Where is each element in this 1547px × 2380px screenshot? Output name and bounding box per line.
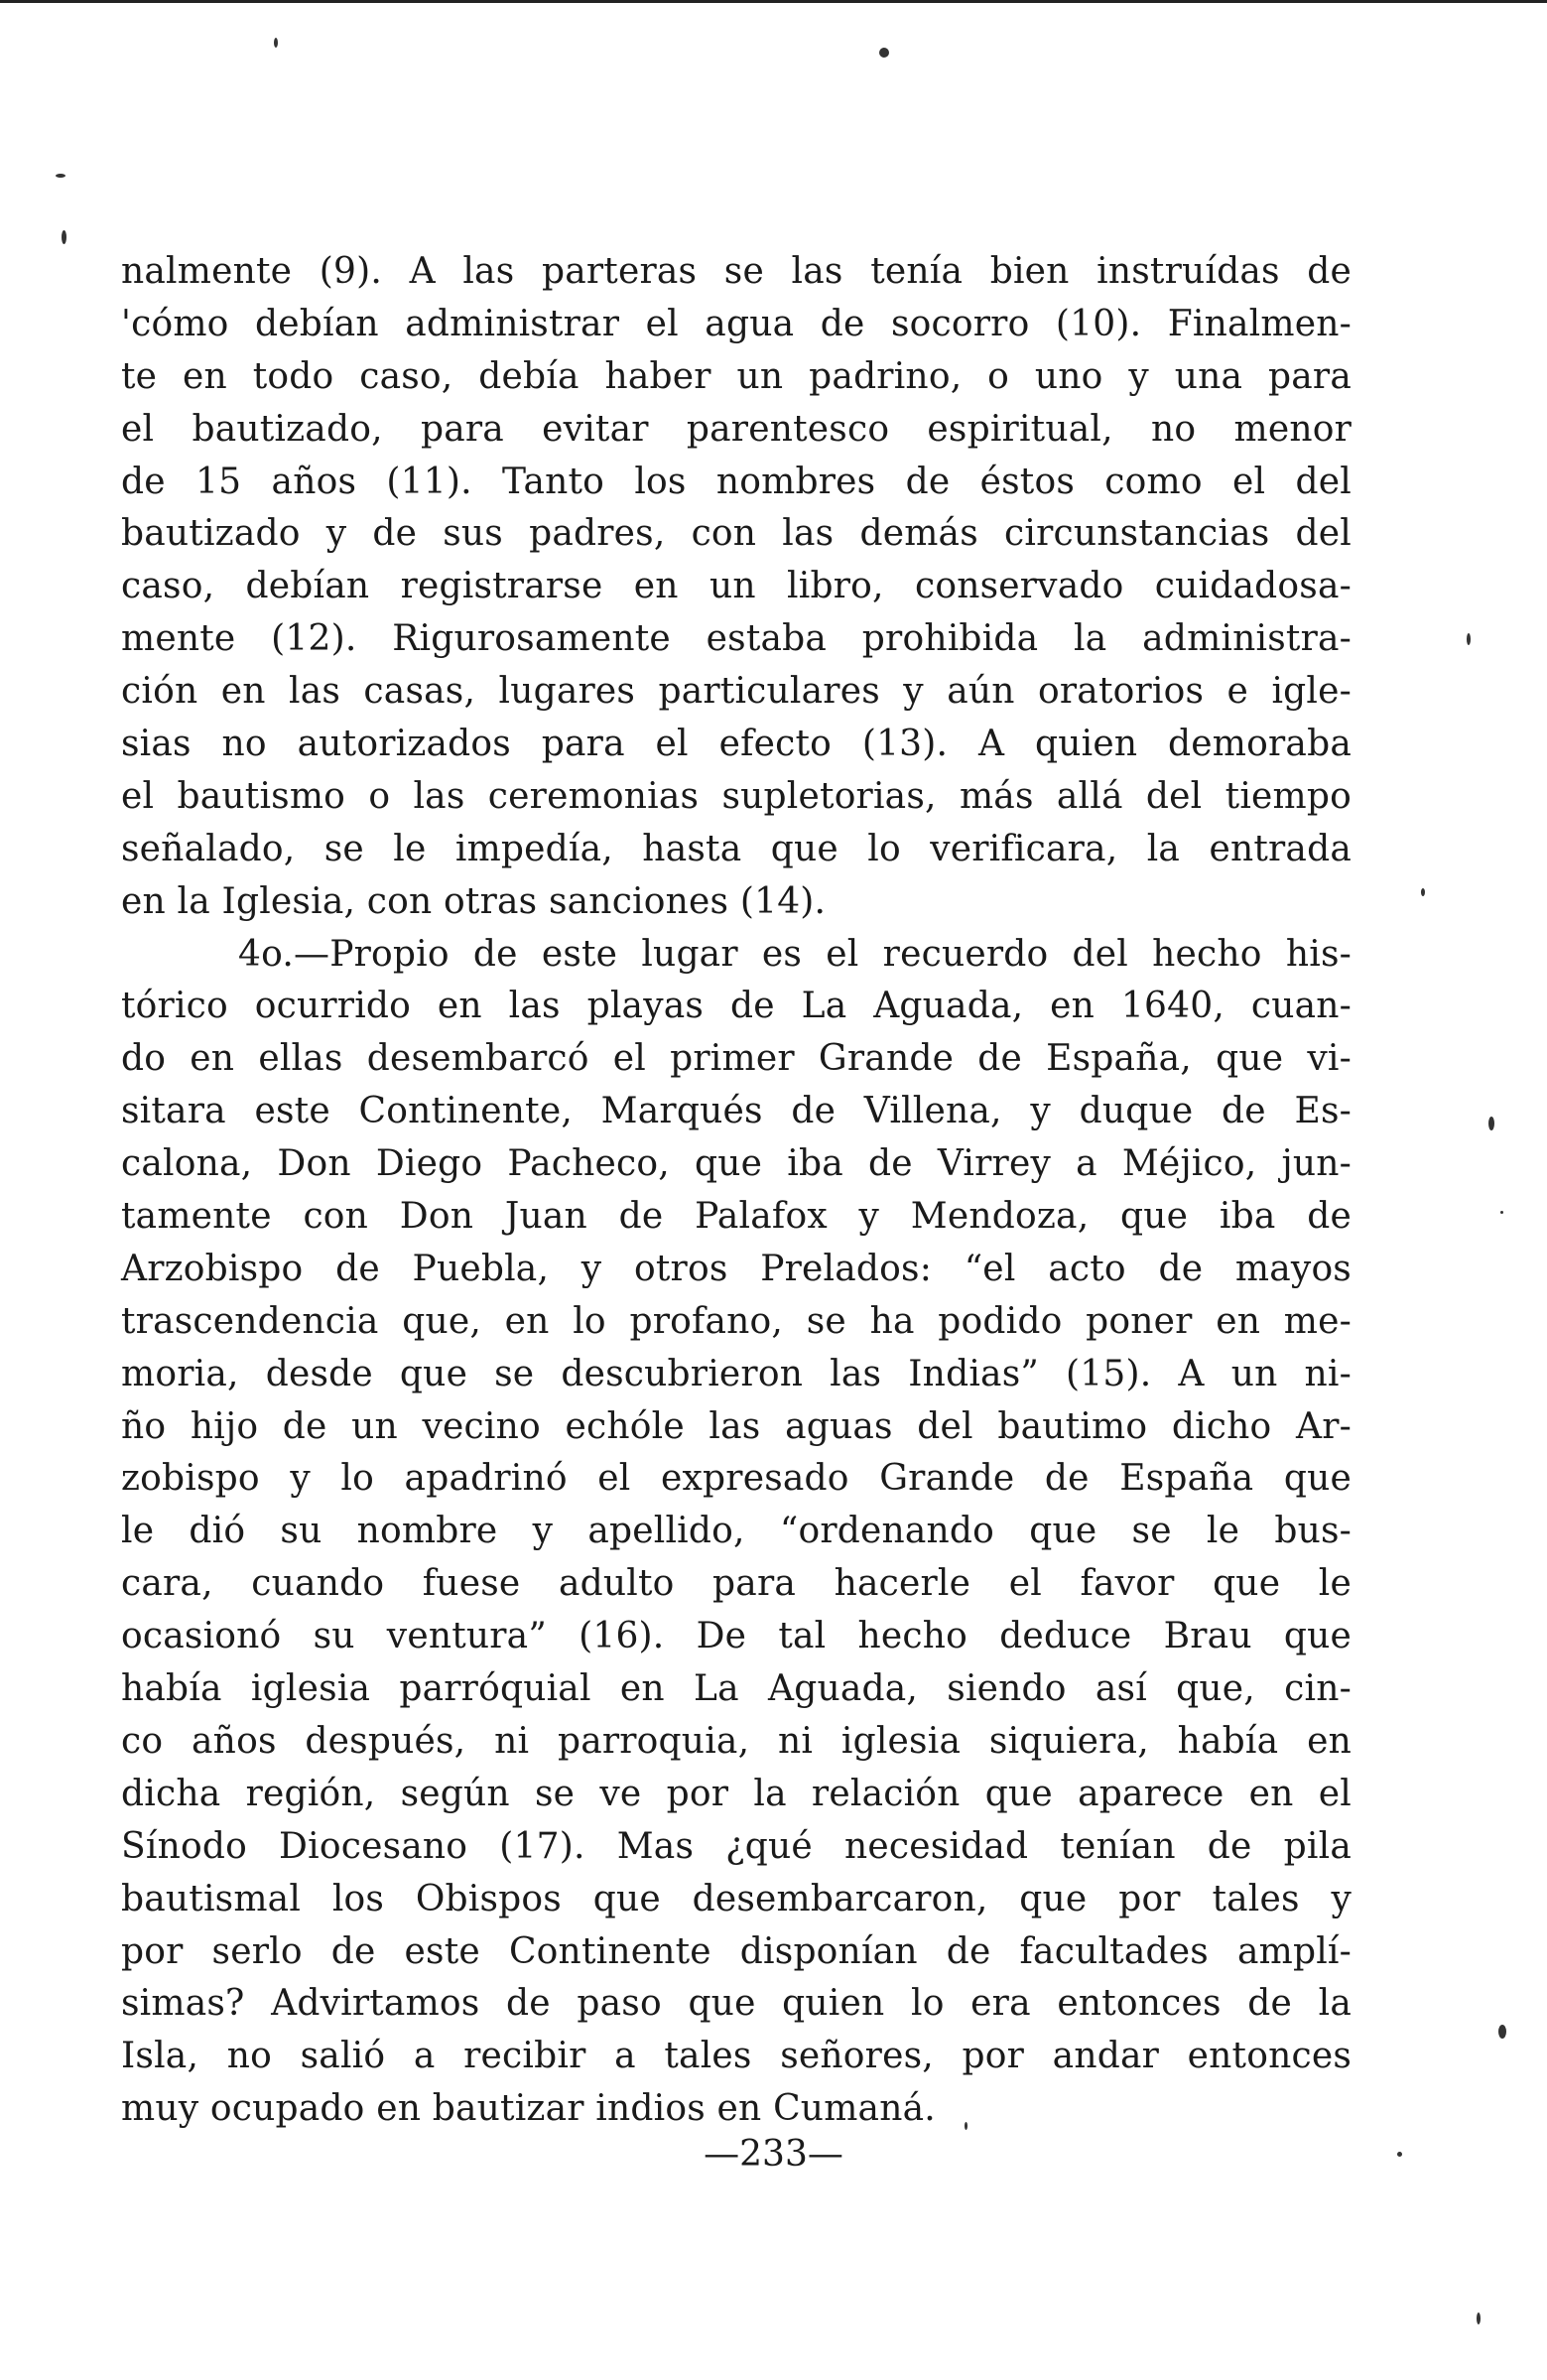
text-line: el bautismo o las ceremonias supletorias, más allá del tiempo — [121, 775, 1352, 817]
text-line: muy ocupado en bautizar indios en Cumaná. — [121, 2088, 936, 2130]
text-line: en la Iglesia, con otras sanciones (14). — [121, 880, 827, 922]
text-line: caso, debían registrarse en un libro, conservado cuidadosa- — [121, 566, 1352, 607]
text-line: sias no autorizados para el efecto (13). A quien demoraba — [121, 724, 1352, 765]
text-line: moria, desde que se descubrieron las Indias” (15). A un ni- — [121, 1353, 1352, 1394]
scan-edge-mark — [0, 0, 1547, 3]
text-line: te en todo caso, debía haber un padrino, o uno y una para — [121, 355, 1352, 397]
text-line: bautizado y de sus padres, con las demás circunstancias del — [121, 513, 1352, 555]
text-line: sitara este Continente, Marqués de Villena, y duque de Es- — [121, 1091, 1352, 1132]
scan-speck — [1397, 2152, 1402, 2157]
text-line: co años después, ni parroquia, ni iglesia siquiera, había en — [121, 1720, 1352, 1762]
text-line: Isla, no salió a recibir a tales señores, por andar entonces — [121, 2036, 1352, 2077]
scan-speck — [1467, 633, 1471, 645]
scan-speck — [1500, 1211, 1503, 1214]
text-line: 'cómo debían administrar el agua de socorro (10). Finalmen- — [121, 303, 1352, 344]
text-line: le dió su nombre y apellido, “ordenando que se le bus- — [121, 1511, 1352, 1552]
scan-speck — [1498, 2025, 1506, 2039]
text-line: 4o.—Propio de este lugar es el recuerdo del hecho his- — [238, 933, 1352, 975]
text-line: de 15 años (11). Tanto los nombres de éstos como el del — [121, 461, 1352, 502]
text-line: cara, cuando fuese adulto para hacerle el favor que le — [121, 1563, 1352, 1605]
body-text — [121, 246, 1352, 2136]
text-line: do en ellas desembarcó el primer Grande de España, que vi- — [121, 1038, 1352, 1080]
text-line: por serlo de este Continente disponían de facultades amplí- — [121, 1930, 1352, 1972]
text-line: dicha región, según se ve por la relación que aparece en el — [121, 1773, 1352, 1814]
scan-speck — [62, 230, 66, 244]
scan-speck — [274, 38, 278, 48]
scan-speck — [879, 48, 889, 58]
text-line: ño hijo de un vecino echóle las aguas del bautimo dicho Ar- — [121, 1405, 1352, 1447]
scan-speck — [1477, 2313, 1481, 2324]
text-line: nalmente (9). A las parteras se las tenía bien instruídas de — [121, 251, 1352, 292]
text-line: señalado, se le impedía, hasta que lo verificara, la entrada — [121, 828, 1352, 869]
text-line: calona, Don Diego Pacheco, que iba de Virrey a Méjico, jun- — [121, 1143, 1352, 1185]
scan-speck — [965, 2122, 967, 2130]
text-line: tamente con Don Juan de Palafox y Mendoza, que iba de — [121, 1196, 1352, 1238]
page-number: —233— — [704, 2134, 843, 2175]
text-line: mente (12). Rigurosamente estaba prohibida la administra- — [121, 618, 1352, 660]
text-line: ocasionó su ventura” (16). De tal hecho deduce Brau que — [121, 1616, 1352, 1657]
scan-speck — [1488, 1117, 1494, 1130]
text-line: había iglesia parróquial en La Aguada, siendo así que, cin- — [121, 1668, 1352, 1710]
scan-speck — [56, 174, 65, 178]
text-line: tórico ocurrido en las playas de La Aguada, en 1640, cuan- — [121, 986, 1352, 1027]
scan-speck — [1421, 888, 1425, 896]
text-line: el bautizado, para evitar parentesco espiritual, no menor — [121, 408, 1352, 450]
text-line: trascendencia que, en lo profano, se ha podido poner en me- — [121, 1300, 1352, 1342]
text-line: ción en las casas, lugares particulares y aún oratorios e igle- — [121, 671, 1352, 713]
text-line: zobispo y lo apadrinó el expresado Grande de España que — [121, 1458, 1352, 1500]
text-line: bautismal los Obispos que desembarcaron, que por tales y — [121, 1878, 1352, 1919]
text-line: simas? Advirtamos de paso que quien lo era entonces de la — [121, 1983, 1352, 2025]
text-line: Sínodo Diocesano (17). Mas ¿qué necesidad tenían de pila — [121, 1825, 1352, 1867]
text-line: Arzobispo de Puebla, y otros Prelados: “el acto de mayos — [121, 1248, 1352, 1289]
